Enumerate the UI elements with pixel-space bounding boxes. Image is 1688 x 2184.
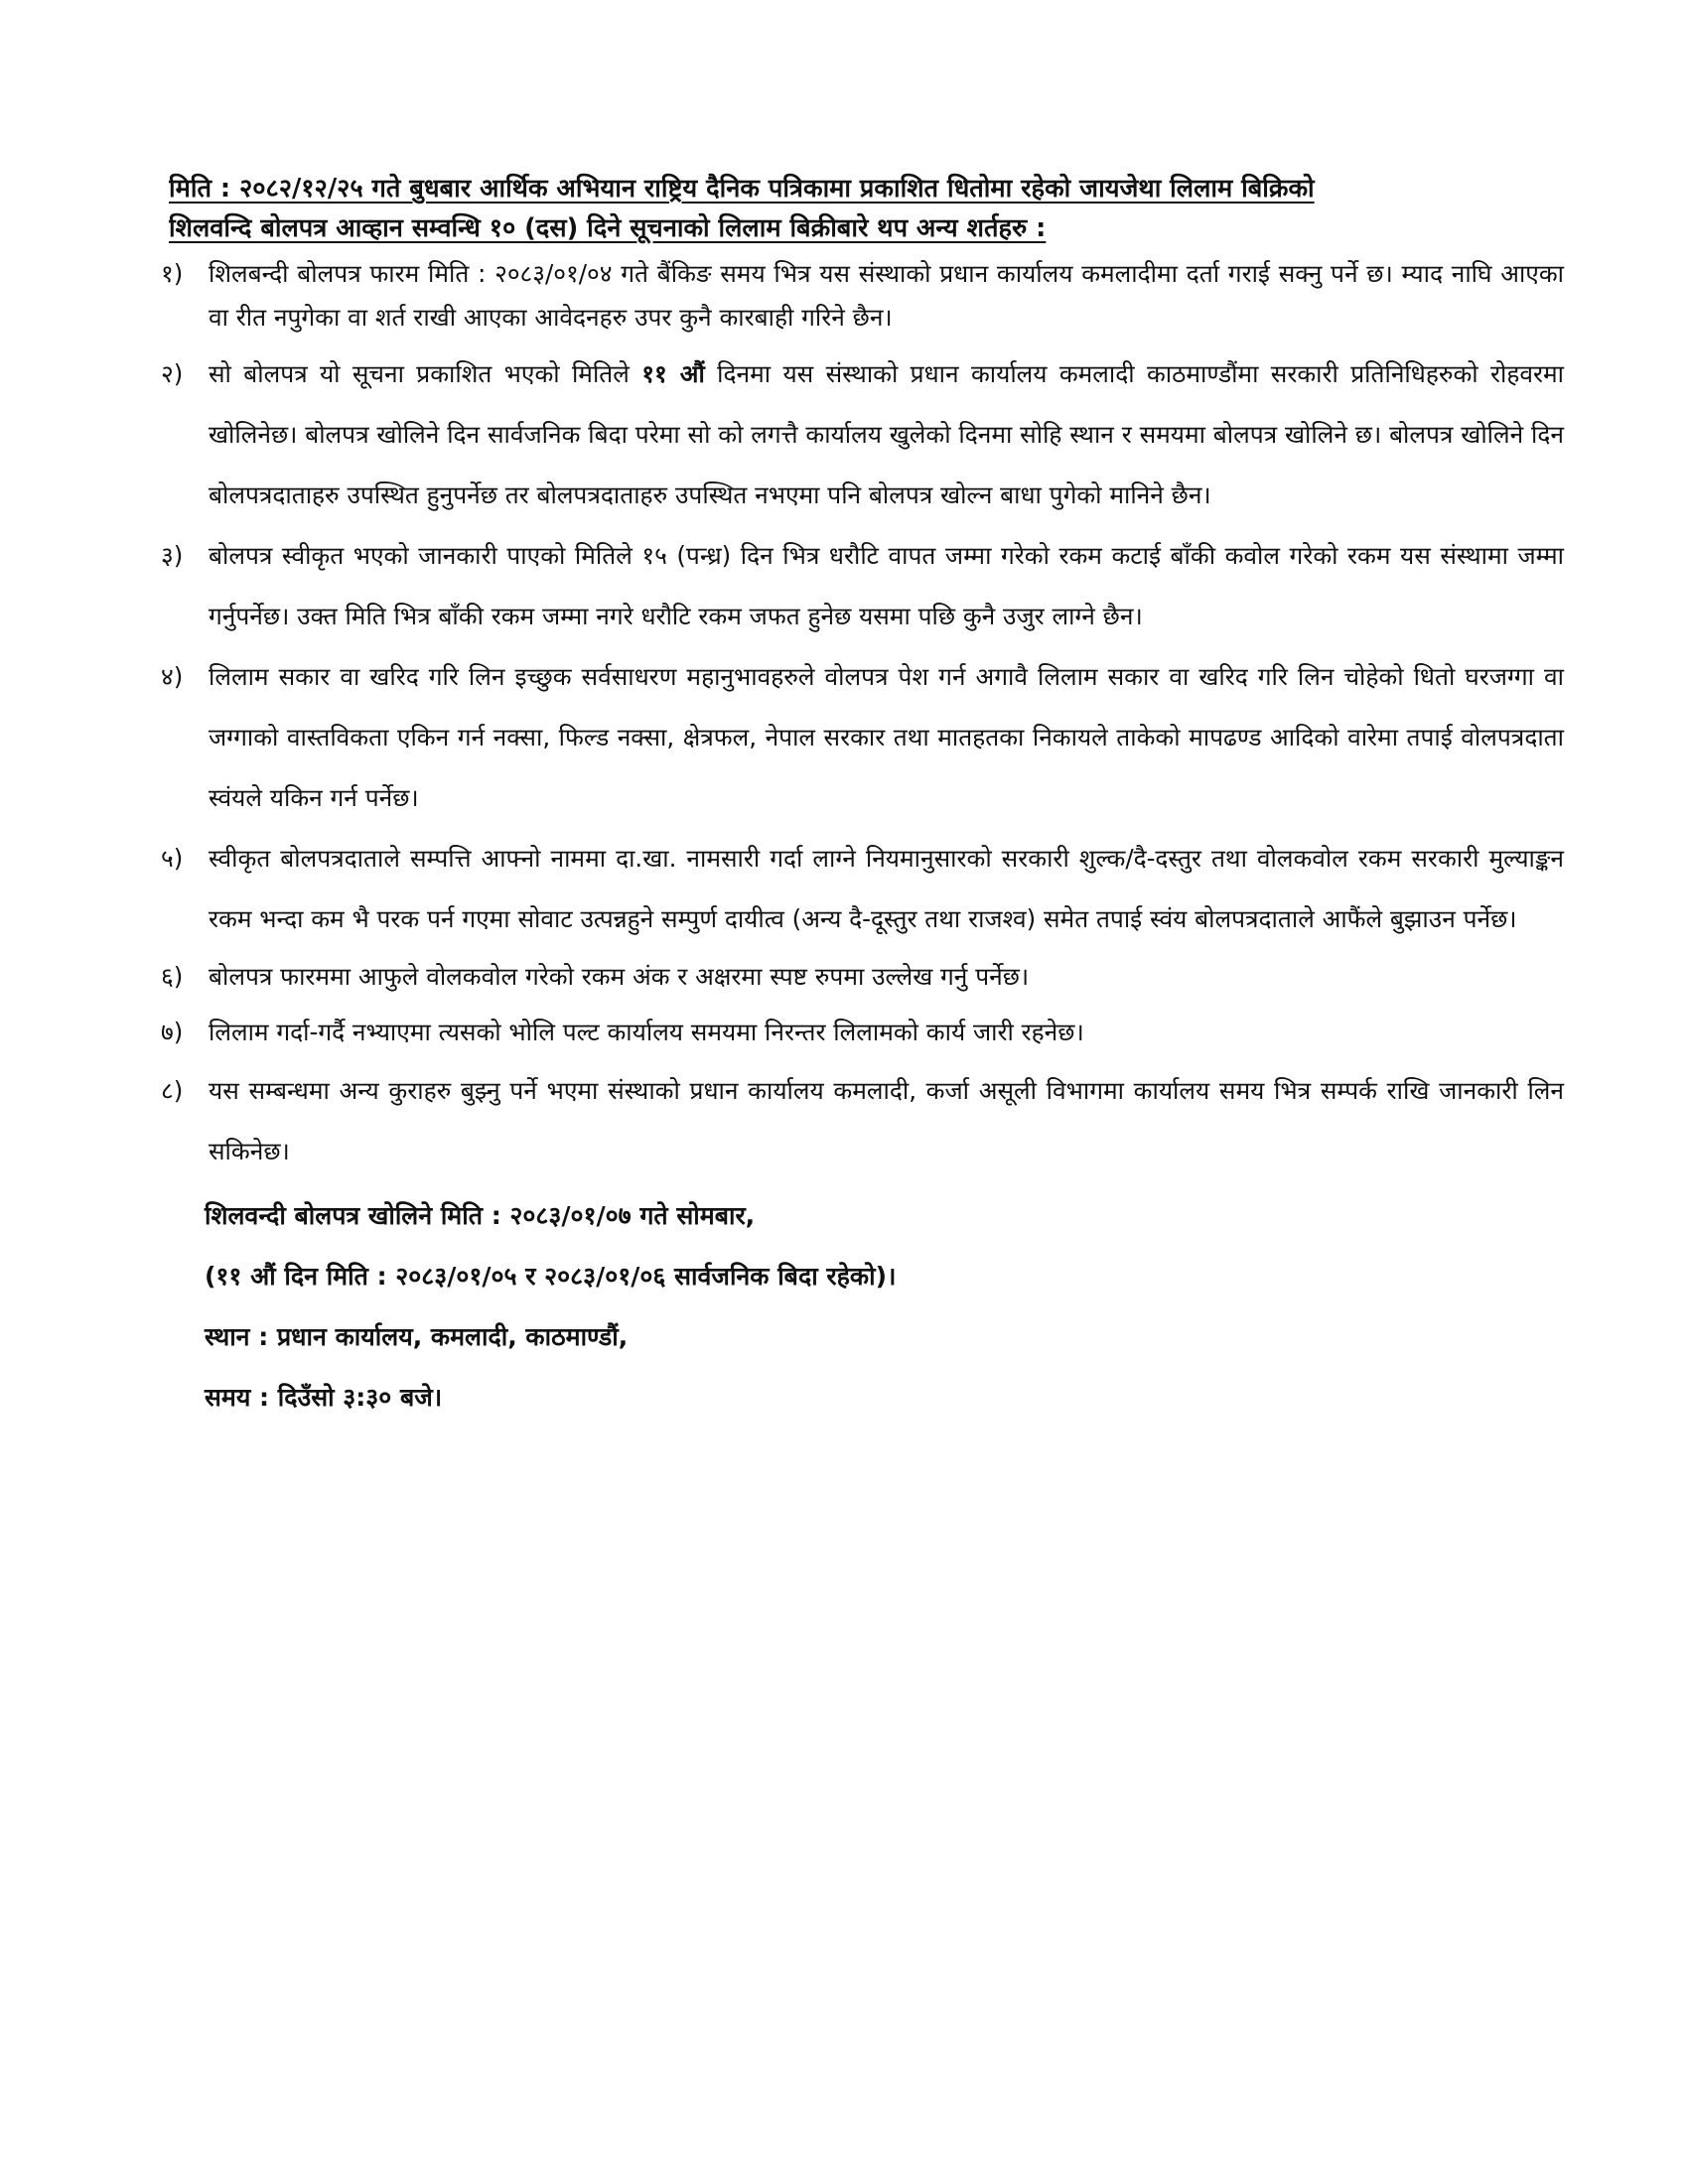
terms-list <box>161 252 1564 1181</box>
term-text: बोलपत्र फारममा आफुले वोलकवोल गरेको रकम अंक र अक्षरमा स्पष्ट रुपमा उल्लेख गर्नु पर्नेछ। <box>209 962 1030 991</box>
term-number: ४) <box>161 662 184 691</box>
term-number: १) <box>161 259 184 288</box>
term-item-8 <box>161 1060 1564 1181</box>
term-number: ८) <box>161 1076 184 1105</box>
term-item-2 <box>161 343 1564 525</box>
term-item-1 <box>161 252 1564 340</box>
term-item-3 <box>161 525 1564 646</box>
term-number: ३) <box>161 541 184 570</box>
term-text: लिलाम सकार वा खरिद गरि लिन इच्छुक सर्वसाधरण महानुभावहरुले वोलपत्र पेश गर्न अगावै लिलाम सकार वा खरिद गरि लिन चोहेको धितो घरजग्गा वा जग्गाको वास्तविकता एकिन गर्न नक्सा, फिल्ड नक्सा, क्षेत्रफल, नेपाल सरकार तथा मातहतका निकायले ताकेको मापढण्ड आदिको वारेमा तपाई वोलपत्रदाता स्वंयले यकिन गर्न पर्नेछ। <box>209 662 1564 812</box>
notice-heading <box>169 169 1564 248</box>
term-number: ६) <box>161 962 184 991</box>
term-text-part: दिनमा यस संस्थाको प्रधान कार्यालय कमलादी काठमाण्डौंमा सरकारी प्रतिनिधिहरुको रोहवरमा खोलिनेछ। बोलपत्र खोलिने दिन सार्वजनिक बिदा परेमा सो को लगत्तै कार्यालय खुलेको दिनमा सोहि स्थान र समयमा बोलपत्र खोलिने छ। बोलपत्र खोलिने दिन बोलपत्रदाताहरु उपस्थित हुनुपर्नेछ तर बोलपत्रदाताहरु उपस्थित नभएमा पनि बोलपत्र खोल्न बाधा पुगेको मानिने छैन। <box>209 359 1564 509</box>
term-emphasis: ११ औं <box>641 359 705 388</box>
location: स्थान : प्रधान कार्यालय, कमलादी, काठमाण्डौं, <box>205 1322 629 1351</box>
notice-page <box>161 169 1564 1428</box>
term-text-part: सो बोलपत्र यो सूचना प्रकाशित भएको मितिले <box>209 359 630 388</box>
term-item-4 <box>161 646 1564 828</box>
term-text: यस सम्बन्धमा अन्य कुराहरु बुझ्नु पर्ने भएमा संस्थाको प्रधान कार्यालय कमलादी, कर्जा असूली विभागमा कार्यालय समय भित्र सम्पर्क राखि जानकारी लिन सकिनेछ। <box>209 1076 1564 1165</box>
heading-line-1: मिति : २०८२/१२/२५ गते बुधबार आर्थिक अभियान राष्ट्रिय दैनिक पत्रिकामा प्रकाशित धितोमा रहेको जायजेथा लिलाम बिक्रिको <box>169 174 1315 204</box>
term-item-5 <box>161 828 1564 949</box>
heading-line-2: शिलवन्दि बोलपत्र आव्हान सम्वन्धि १० (दस) दिने सूचनाको लिलाम बिक्रीबारे थप अन्य शर्तहरु : <box>169 213 1047 243</box>
term-number: ७) <box>161 1018 184 1046</box>
term-number: २) <box>161 359 184 388</box>
term-text: शिलबन्दी बोलपत्र फारम मिति : २०८३/०१/०४ गते बैंकिङ समय भित्र यस संस्थाको प्रधान कार्यालय कमलादीमा दर्ता गराई सक्नु पर्ने छ। म्याद नाघि आएका वा रीत नपुगेका वा शर्त राखी आएका आवेदनहरु उपर कुनै कारबाही गरिने छैन। <box>209 259 1564 332</box>
term-text: स्वीकृत बोलपत्रदाताले सम्पत्ति आफ्नो नाममा दा.खा. नामसारी गर्दा लाग्ने नियमानुसारको सरकारी शुल्क/दै-दस्तुर तथा वोलकवोल रकम सरकारी मुल्याङ्कन रकम भन्दा कम भै परक पर्न गएमा सोवाट उत्पन्नहुने सम्पुर्ण दायीत्व (अन्य दै-दूस्तुर तथा राजश्व) समेत तपाई स्वंय बोलपत्रदाताले आफैंले बुझाउन पर्नेछ। <box>209 844 1564 933</box>
term-number: ५) <box>161 844 184 873</box>
holiday-note: (११ औं दिन मिति : २०८३/०१/०५ र २०८३/०१/०६ सार्वजनिक बिदा रहेको)। <box>205 1262 897 1291</box>
closing-details <box>169 1185 1564 1428</box>
term-text: बोलपत्र स्वीकृत भएको जानकारी पाएको मितिले १५ (पन्ध्र) दिन भित्र धरौटि वापत जम्मा गरेको रकम कटाई बाँकी कवोल गरेको रकम यस संस्थामा जम्मा गर्नुपर्नेछ। उक्त मिति भित्र बाँकी रकम जम्मा नगरे धरौटि रकम जफत हुनेछ यसमा पछि कुनै उजुर लाग्ने छैन। <box>209 541 1564 630</box>
opening-time: समय : दिउँसो ३:३० बजे। <box>205 1383 443 1412</box>
term-text: लिलाम गर्दा-गर्दै नभ्याएमा त्यसको भोलि पल्ट कार्यालय समयमा निरन्तर लिलामको कार्य जारी रहनेछ। <box>209 1018 1084 1046</box>
term-item-6 <box>161 949 1564 1005</box>
opening-date: शिलवन्दी बोलपत्र खोलिने मिति : २०८३/०१/०७ गते सोमबार, <box>205 1201 756 1230</box>
term-item-7 <box>161 1005 1564 1060</box>
